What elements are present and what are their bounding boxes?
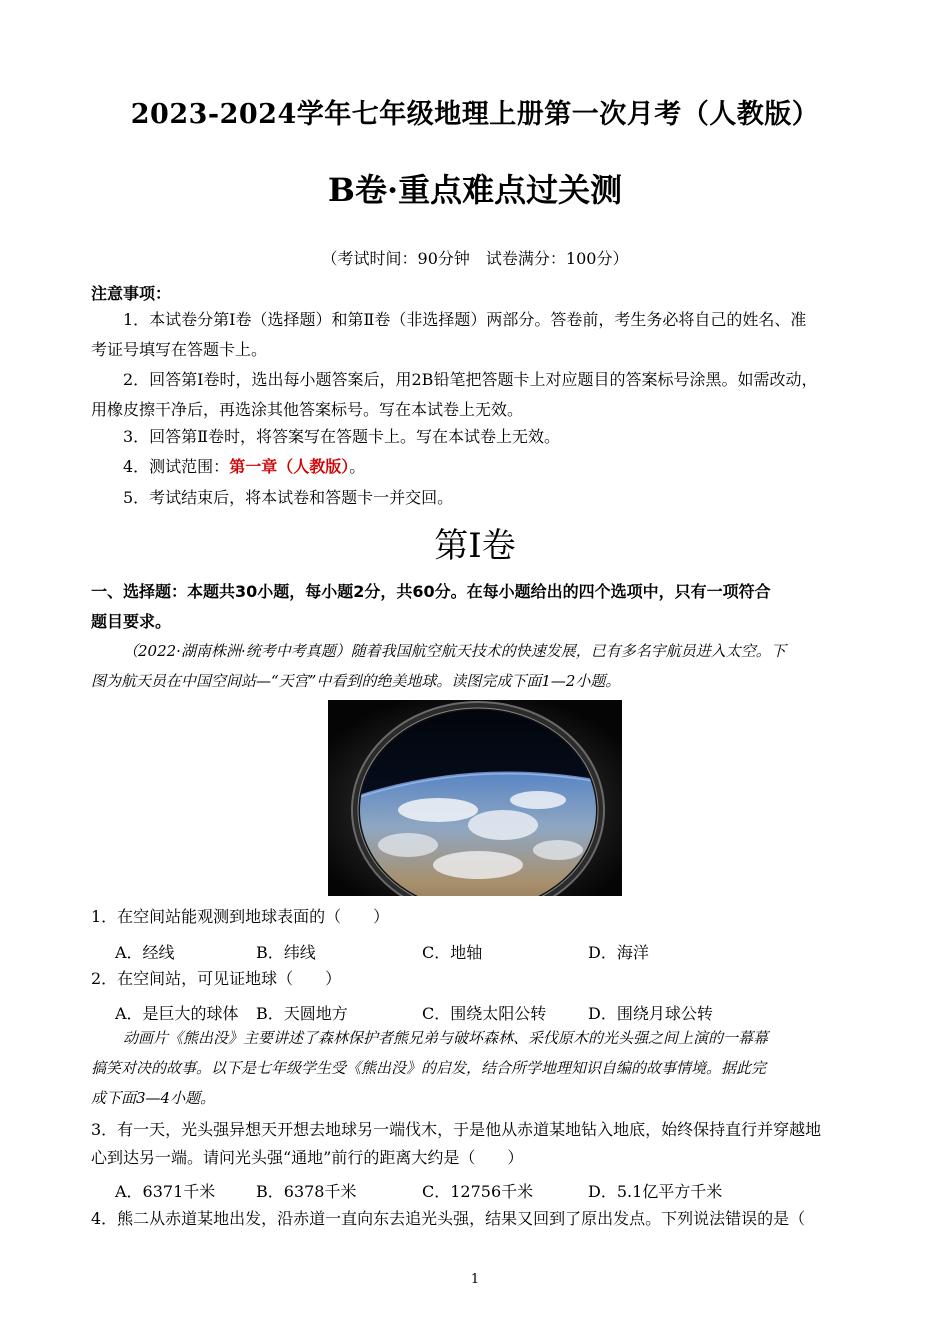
- question-2-stem: 2．在空间站，可见证地球（ ）: [91, 969, 342, 988]
- notice-item-4-prefix: 4．测试范围：: [123, 457, 230, 476]
- section-heading-line-2: 题目要求。: [91, 612, 172, 631]
- notice-heading: 注意事项：: [91, 284, 172, 303]
- passage-2-line-2: 搞笑对决的故事。以下是七年级学生受《熊出没》的启发，结合所学地理知识自编的故事情境。据此完: [91, 1059, 767, 1077]
- notice-item-2-line-1: 2．回答第Ⅰ卷时，选出每小题答案后，用2B铅笔把答题卡上对应题目的答案标号涂黑。如需改动，: [123, 370, 818, 389]
- q3-option-b[interactable]: B．6378千米: [256, 1182, 357, 1201]
- question-4-stem: 4．熊二从赤道某地出发，沿赤道一直向东去追光头强，结果又回到了原出发点。下列说法错误的是（: [91, 1209, 806, 1228]
- passage-1-line-1: （2022·湖南株洲·统考中考真题）随着我国航空航天技术的快速发展，已有多名宇航员进入太空。下: [123, 642, 786, 660]
- notice-item-2-line-2: 用橡皮擦干净后，再选涂其他答案标号。写在本试卷上无效。: [91, 400, 524, 419]
- q1-option-b[interactable]: B．纬线: [256, 943, 316, 962]
- exam-title: 2023-2024学年七年级地理上册第一次月考（人教版）: [130, 99, 820, 130]
- q3-option-a[interactable]: A．6371千米: [115, 1182, 216, 1201]
- q1-option-a[interactable]: A．经线: [115, 943, 175, 962]
- question-3-stem-line-2: 心到达另一端。请问光头强“通地”前行的距离大约是（ ）: [91, 1148, 524, 1167]
- exam-subtitle: B卷·重点难点过关测: [327, 171, 623, 209]
- q1-option-d[interactable]: D．海洋: [588, 943, 649, 962]
- notice-item-5: 5．考试结束后，将本试卷和答题卡一并交回。: [123, 488, 454, 507]
- passage-2-line-1: 动画片《熊出没》主要讲述了森林保护者熊兄弟与破坏森林、采伐原木的光头强之间上演的一幕幕: [123, 1029, 769, 1047]
- earth-from-space-photo: [328, 700, 622, 896]
- earth-window-image: [328, 700, 622, 896]
- q2-option-c[interactable]: C．围绕太阳公转: [422, 1004, 547, 1023]
- notice-item-4: [123, 452, 365, 482]
- q2-option-a[interactable]: A．是巨大的球体: [115, 1004, 239, 1023]
- q1-option-c[interactable]: C．地轴: [422, 943, 483, 962]
- notice-item-1-line-1: 1．本试卷分第Ⅰ卷（选择题）和第Ⅱ卷（非选择题）两部分。答卷前，考生务必将自己的姓名、准: [123, 310, 807, 329]
- section-title: 第Ⅰ卷: [434, 526, 516, 566]
- notice-item-1-line-2: 考证号填写在答题卡上。: [91, 340, 268, 359]
- section-heading-line-1: 一、选择题：本题共30小题，每小题2分，共60分。在每小题给出的四个选项中，只有一项符合: [91, 582, 771, 601]
- page-number: 1: [470, 1272, 480, 1287]
- notice-item-3: 3．回答第Ⅱ卷时，将答案写在答题卡上。写在本试卷上无效。: [123, 427, 561, 446]
- q2-option-d[interactable]: D．围绕月球公转: [588, 1004, 713, 1023]
- passage-2-line-3: 成下面3—4小题。: [91, 1089, 216, 1107]
- notice-item-4-suffix: 。: [349, 457, 366, 476]
- test-range: 第一章（人教版）: [229, 457, 350, 476]
- exam-info: （考试时间：90分钟 试卷满分：100分）: [321, 249, 629, 268]
- question-1-stem: 1．在空间站能观测到地球表面的（ ）: [91, 907, 390, 926]
- passage-1-line-2: 图为航天员在中国空间站—“天宫”中看到的绝美地球。读图完成下面1—2小题。: [91, 672, 621, 690]
- q2-option-b[interactable]: B．天圆地方: [256, 1004, 348, 1023]
- q3-option-c[interactable]: C．12756千米: [422, 1182, 534, 1201]
- question-3-stem-line-1: 3．有一天，光头强异想天开想去地球另一端伐木，于是他从赤道某地钻入地底，始终保持直行并穿越地: [91, 1120, 822, 1139]
- q3-option-d[interactable]: D．5.1亿平方千米: [588, 1182, 723, 1201]
